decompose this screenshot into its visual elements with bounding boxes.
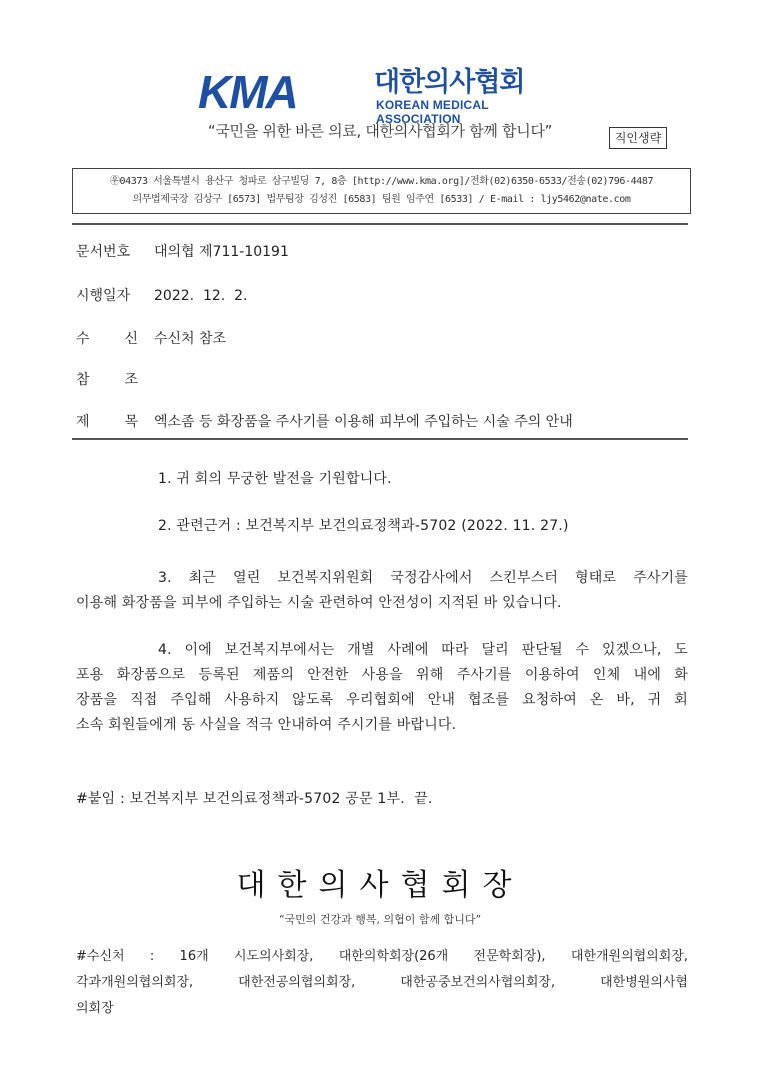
sender-title: 대한의사협회장 — [236, 868, 524, 903]
subject-label: 제 목 — [76, 414, 138, 430]
subject-value: 엑소좀 등 화장품을 주사기를 이용해 피부에 주입하는 시술 주의 안내 — [154, 414, 573, 430]
logo-korean-name: 대한의사협회 — [374, 67, 525, 98]
top-divider — [72, 223, 688, 225]
kma-logo — [198, 66, 570, 126]
recipient-value: 수신처 참조 — [154, 331, 227, 347]
paragraph-4-line-4: 소속 회원들에게 동 사실을 적극 안내하여 주시기를 바랍니다. — [76, 717, 457, 733]
paragraph-3-line-1: 3. 최근 열린 보건복지위원회 국정감사에서 스킨부스터 형태로 주사기를 — [158, 570, 688, 586]
subject-row — [76, 411, 573, 431]
paragraph-1: 1. 귀 회의 무궁한 발전을 기원합니다. — [158, 471, 392, 487]
meta-divider — [72, 438, 688, 440]
paragraph-3-line-2: 이용해 화장품을 피부에 주입하는 시술 관련하여 안전성이 지적된 바 있습니다. — [76, 595, 562, 611]
paragraph-2: 2. 관련근거 : 보건복지부 보건의료정책과-5702 (2022. 11. 27.) — [158, 518, 569, 534]
date-row — [76, 285, 248, 305]
logo-mark: KMA — [198, 66, 297, 118]
paragraph-4-line-1: 4. 이에 보건복지부에서는 개별 사례에 따라 달리 판단될 수 있겠으나, 도 — [158, 642, 688, 658]
logo-english-name: KOREAN MEDICAL ASSOCIATION — [376, 98, 489, 126]
doc-number: 대의협 제711-10191 — [154, 244, 289, 260]
date-label: 시행일자 — [76, 288, 131, 304]
address-line-2: 의무법제국장 김상구 [6573] 법무팀장 김성진 [6583] 팀원 임주연 [6533] / E-mail : ljy5462@nate.com — [132, 194, 631, 205]
doc-number-label: 문서번호 — [76, 244, 131, 260]
recipients-line-3: 의회장 — [76, 1001, 114, 1016]
header-slogan: “국민을 위한 바른 의료, 대한의사협회가 함께 합니다” — [207, 122, 553, 140]
recipient-row — [76, 328, 226, 348]
paragraph-4-line-3: 장품을 직접 주입해 사용하지 않도록 우리협회에 안내 협조를 요청하여 온 바, 귀 회 — [76, 692, 688, 708]
date-value: 2022. 12. 2. — [154, 288, 248, 304]
recipients-line-2: 각과개원의협의회장, 대한전공의협의회장, 대한공중보건의사협의회장, 대한병원의사협 — [76, 975, 688, 990]
sender-slogan: “국민의 건강과 행복, 의협이 함께 합니다” — [278, 913, 482, 926]
address-line-1: ㉾04373 서울특별시 용산구 청파로 삼구빌딩 7, 8층 [http://www.kma.org]/전화(02)6350-6533/전송(02)796-4487 — [109, 176, 654, 187]
reference-row — [76, 369, 154, 389]
reference-label: 참 조 — [76, 372, 138, 388]
recipients-line-1: #수신처 : 16개 시도의사회장, 대한의학회장(26개 전문학회장), 대한개원의협의회장, — [76, 949, 688, 964]
seal-omitted-box: 직인생략 — [609, 127, 667, 149]
doc-number-row — [76, 241, 289, 261]
recipients-block — [76, 944, 688, 1022]
paragraph-4-line-2: 포용 화장품으로 등록된 제품의 안전한 사용을 위해 주사기를 이용하여 인체 내에 화 — [76, 667, 688, 683]
recipient-label: 수 신 — [76, 331, 138, 347]
attachment-line: #붙임 : 보건복지부 보건의료정책과-5702 공문 1부. 끝. — [76, 791, 433, 807]
address-box — [72, 168, 691, 214]
